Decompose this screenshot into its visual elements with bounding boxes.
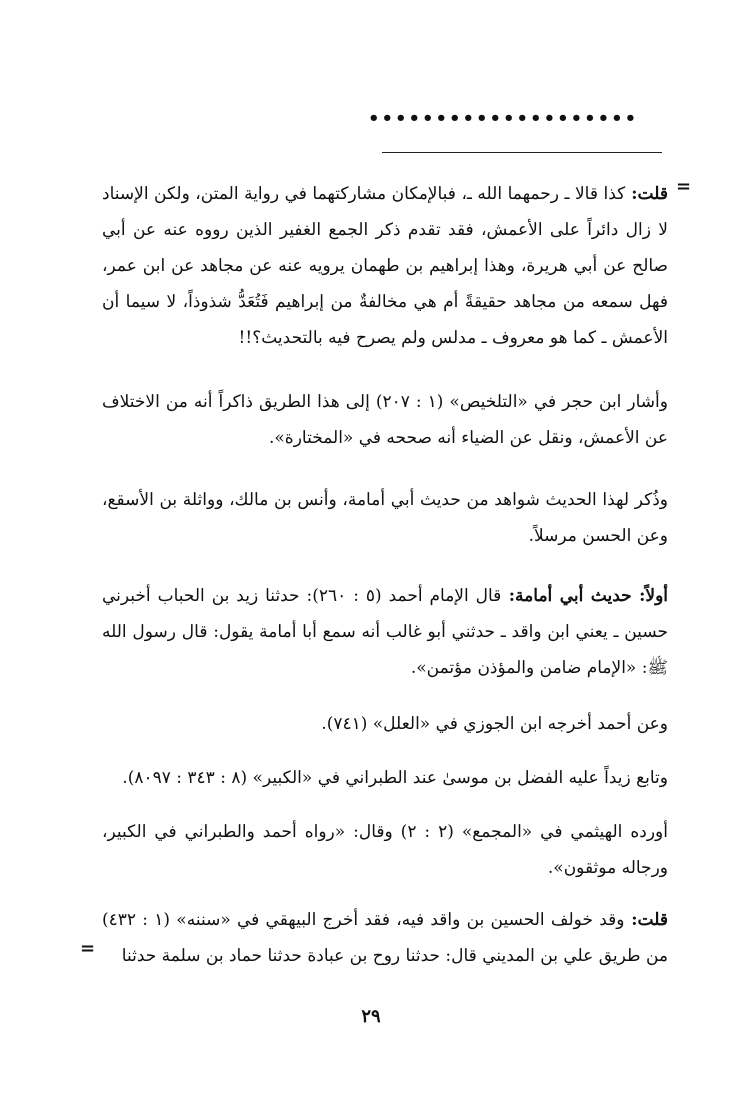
paragraph-2-text: وأشار ابن حجر في «التلخيص» (١ : ٢٠٧) إلى هذا الطريق ذاكراً أنه من الاختلاف عن الأعمش، ونقل عن الضياء أنه صححه في «المختارة».	[102, 392, 668, 448]
paragraph-2	[102, 384, 668, 456]
paragraph-4-lead: أولاً: حديث أبي أمامة:	[501, 586, 669, 606]
paragraph-6	[102, 760, 668, 796]
paragraph-7-text: أورده الهيثمي في «المجمع» (٢ : ٢) وقال: «رواه أحمد والطبراني في الكبير، ورجاله موثقون».	[102, 822, 668, 878]
paragraph-3	[102, 482, 668, 554]
paragraph-8	[102, 902, 668, 974]
continuation-mark-top: =	[676, 176, 692, 197]
paragraph-1-lead: قلت:	[625, 184, 668, 204]
paragraph-4-text: قال الإمام أحمد (٥ : ٢٦٠): حدثنا زيد بن الحباب أخبرني حسين ـ يعني ابن واقد ـ حدثني أبو غالب أنه سمع أبا أمامة يقول: قال رسول الله ﷺ: «الإمام ضامن والمؤذن مؤتمن».	[102, 586, 668, 678]
continuation-mark-bottom: =	[80, 938, 96, 959]
paragraph-3-text: وذُكر لهذا الحديث شواهد من حديث أبي أمامة، وأنس بن مالك، وواثلة بن الأسقع، وعن الحسن مرسلاً.	[102, 490, 668, 546]
page-number: ٢٩	[361, 1006, 381, 1027]
paragraph-8-lead: قلت:	[624, 910, 668, 930]
paragraph-4	[102, 578, 668, 686]
paragraph-8-text: وقد خولف الحسين بن واقد فيه، فقد أخرج البيهقي في «سننه» (١ : ٤٣٢) من طريق علي بن المديني قال: حدثنا روح بن عبادة حدثنا حماد بن سلمة حدثنا	[102, 910, 668, 966]
paragraph-7	[102, 814, 668, 886]
header-dots-separator: ••••••••••••••••••••	[368, 108, 639, 129]
paragraph-5-text: وعن أحمد أخرجه ابن الجوزي في «العلل» (٧٤١).	[321, 714, 668, 734]
paragraph-6-text: وتابع زيداً عليه الفضل بن موسىٰ عند الطبراني في «الكبير» (٨ : ٣٤٣ : ٨٠٩٧).	[122, 768, 668, 788]
paragraph-1-text: كذا قالا ـ رحمهما الله ـ، فبالإمكان مشاركتهما في رواية المتن، ولكن الإسناد لا زال دائراً على الأعمش، فقد تقدم ذكر الجمع الغفير الذين رووه عنه عن أبي صالح عن أبي هريرة، وهذا إبراهيم بن طهمان يرويه عنه عن مجاهد عن ابن عمر، فهل سمعه من مجاهد حقيقةً أم هي مخالفةٌ من إبراهيم فَتُعَدُّ شذوذاً، لا سيما أن الأعمش ـ كما هو معروف ـ مدلس ولم يصرح فيه بالتحديث؟!!	[102, 184, 668, 348]
paragraph-1	[102, 176, 668, 356]
footnote-rule	[382, 152, 662, 153]
paragraph-5	[102, 706, 668, 742]
